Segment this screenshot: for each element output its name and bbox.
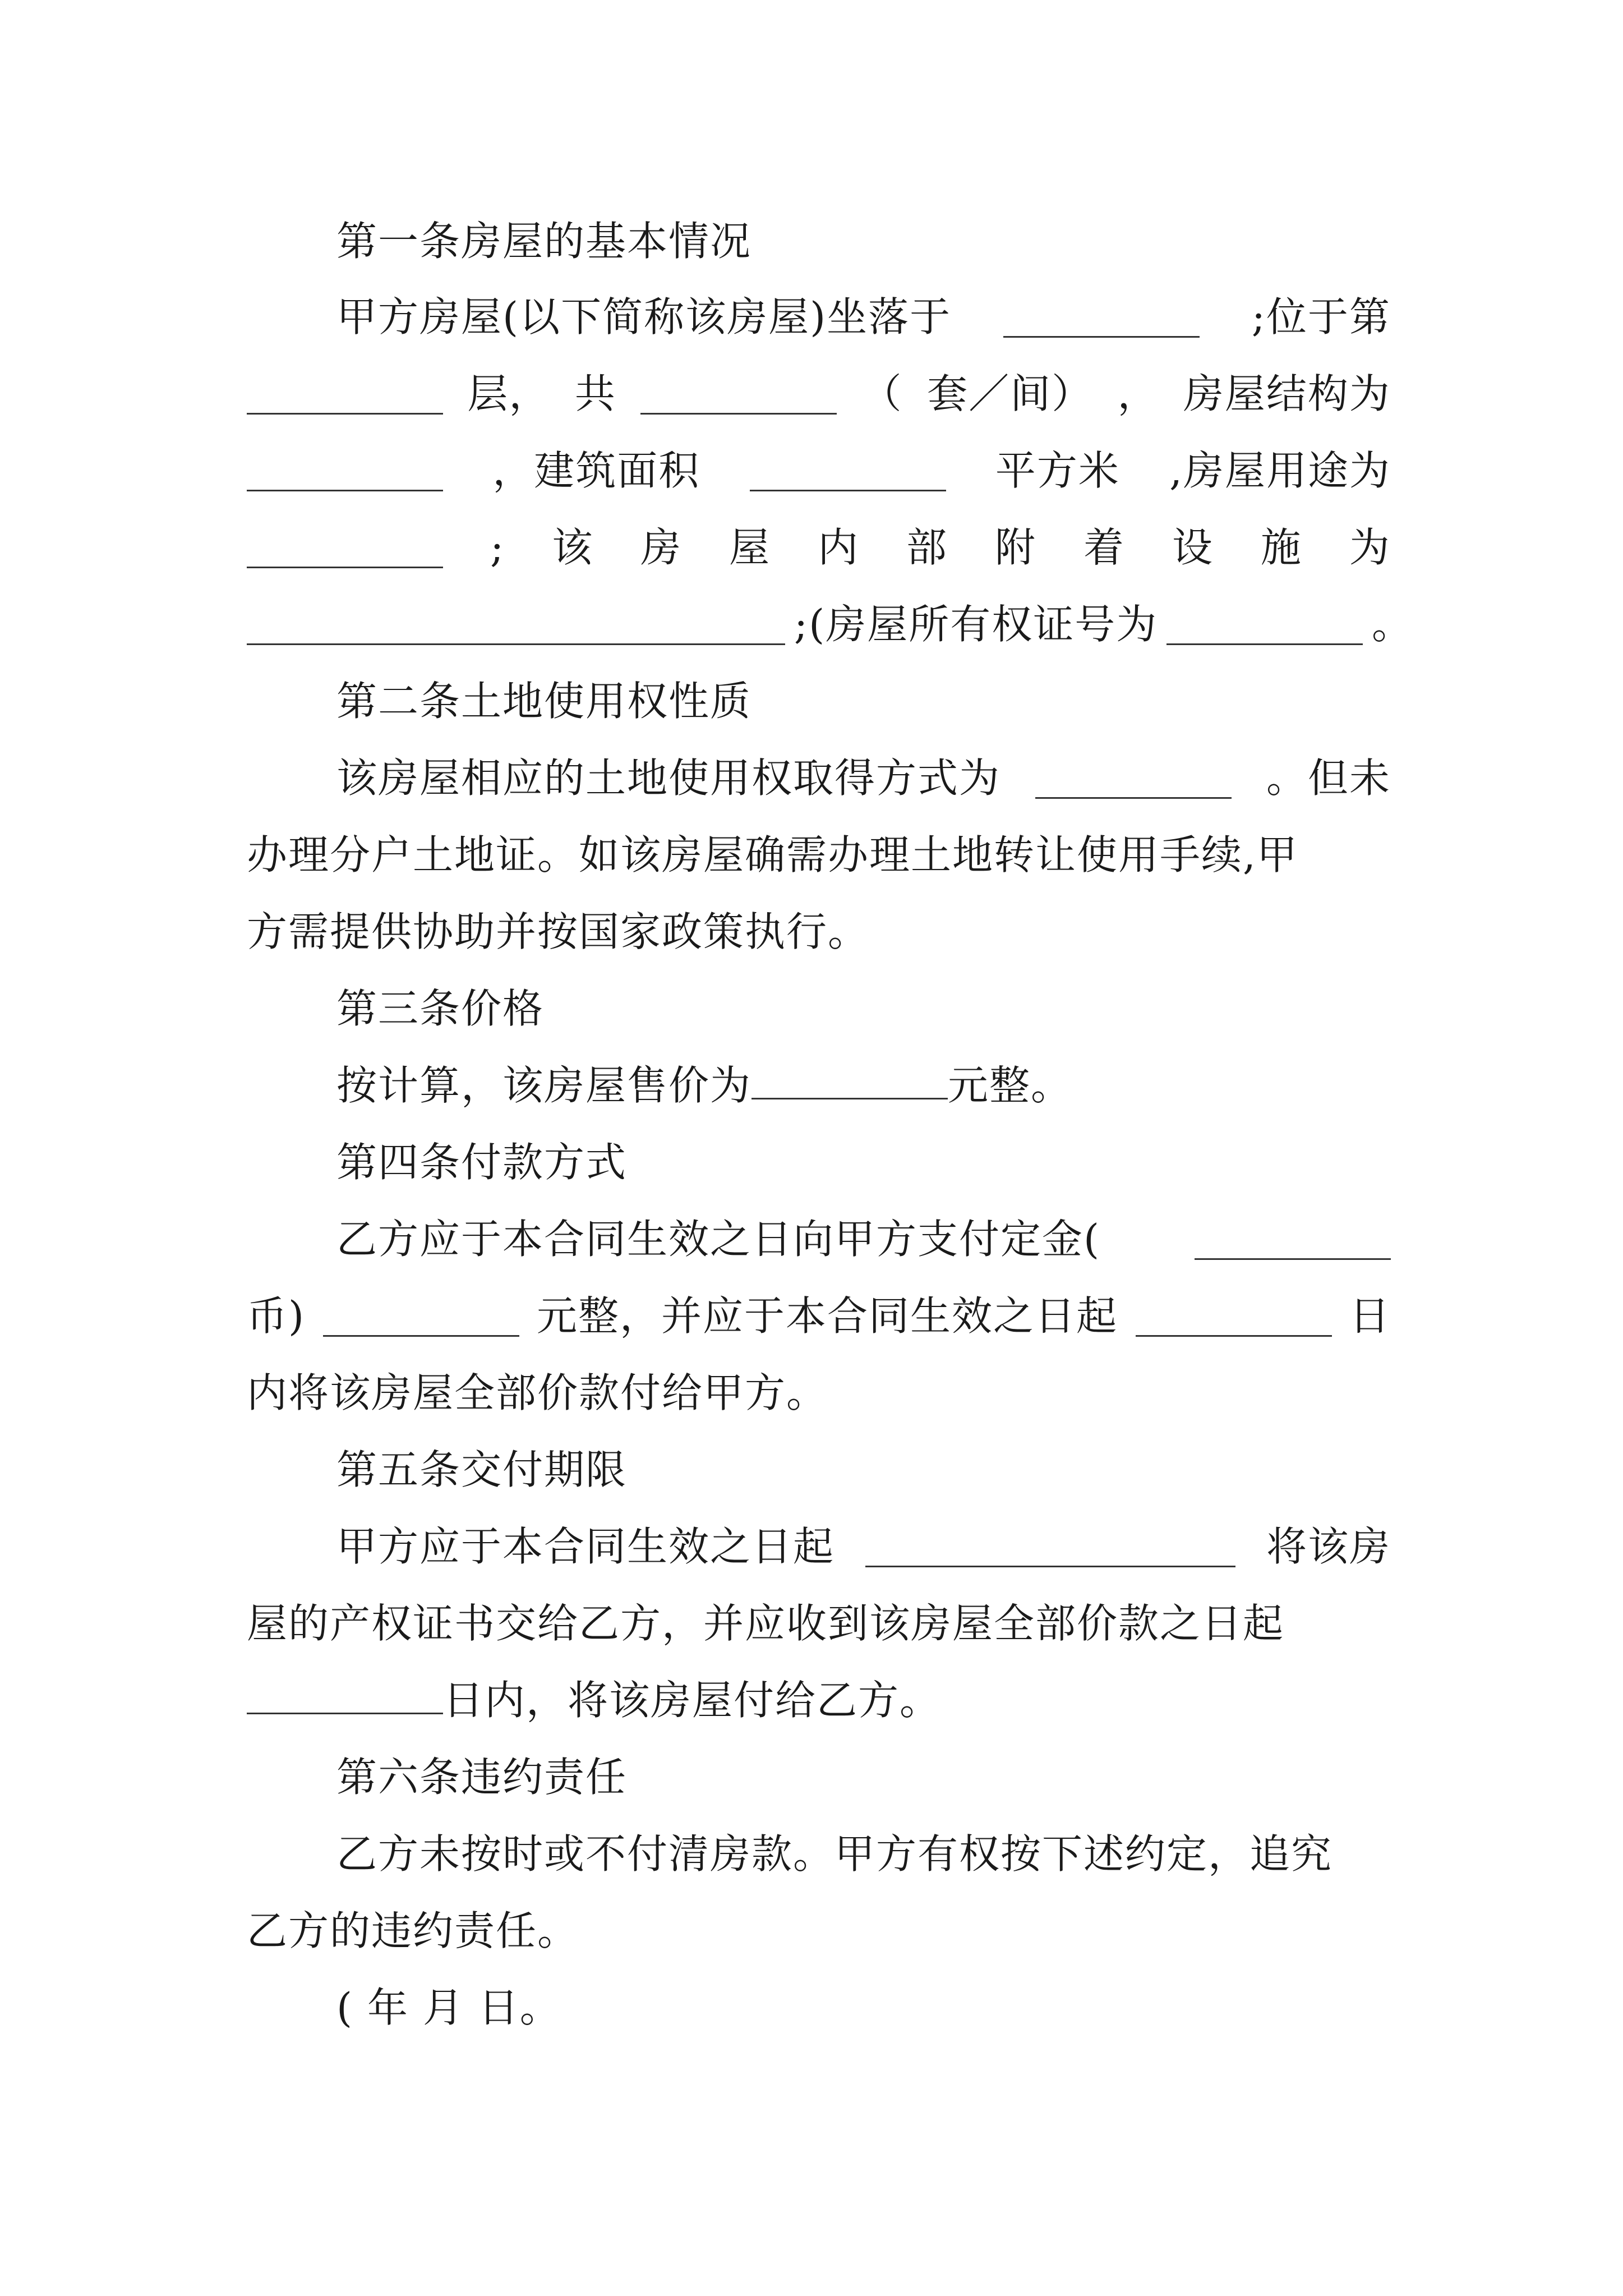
text: 内 (818, 524, 860, 571)
blank-usage[interactable] (247, 527, 443, 568)
text: ;位于第 (1251, 293, 1391, 341)
article-2-title: 第二条土地使用权性质 (336, 678, 752, 725)
text: （ (861, 370, 903, 417)
text: 着 (1083, 524, 1125, 571)
text: 甲方应于本合同生效之日起 (336, 1523, 835, 1570)
article-1-title: 第一条房屋的基本情况 (336, 218, 752, 265)
text: ; (490, 524, 505, 571)
article-1-line-5 (247, 593, 1413, 655)
text: 层， (467, 370, 551, 417)
blank-location[interactable] (1003, 297, 1200, 338)
blank-fixtures[interactable] (247, 604, 785, 645)
article-3-line-1 (336, 1055, 1391, 1116)
article-6-line-2: 乙方的违约责任。 (247, 1907, 579, 1954)
text: 。但未 (1266, 754, 1391, 802)
article-5-line-2: 屋的产权证书交给乙方，并应收到该房屋全部价款之日起 (247, 1600, 1285, 1647)
text: 甲方房屋(以下简称该房屋)坐落于 (336, 293, 952, 341)
text: ,房屋用途为 (1169, 447, 1391, 494)
blank-area[interactable] (750, 450, 946, 491)
article-2-line-2: 办理分户土地证。如该房屋确需办理土地转让使用手续,甲 (247, 831, 1298, 878)
blank-delivery-days[interactable] (247, 1673, 443, 1714)
text: 元整。 (948, 1062, 1073, 1109)
blank-land-method[interactable] (1035, 758, 1232, 799)
blank-structure[interactable] (247, 450, 443, 491)
text: ;(房屋所有权证号为 (794, 601, 1158, 648)
date-line: ( 年 月 日。 (336, 1984, 561, 2031)
text: 该 (552, 524, 594, 571)
article-4-line-3: 内将该房屋全部价款付给甲方。 (247, 1369, 828, 1416)
text: 。 (1371, 601, 1413, 648)
text: 币) (247, 1292, 306, 1340)
article-6-title: 第六条违约责任 (336, 1754, 628, 1801)
article-5-line-3 (247, 1669, 1391, 1731)
blank-total-floors[interactable] (640, 374, 837, 415)
blank-payment-days[interactable] (1136, 1296, 1332, 1337)
text: 按计算，该房屋售价为 (336, 1062, 752, 1109)
text: 乙方应于本合同生效之日向甲方支付定金( (336, 1216, 1101, 1263)
text: 施 (1260, 524, 1302, 571)
text: 屋 (729, 524, 771, 571)
text: 日 (1349, 1292, 1391, 1340)
blank-price[interactable] (751, 1059, 948, 1099)
text: 将该房 (1266, 1523, 1391, 1570)
text: 日内，将该房屋付给乙方。 (443, 1677, 942, 1724)
article-4-title: 第四条付款方式 (336, 1139, 628, 1186)
text: 套／间） (927, 370, 1094, 417)
article-1-line-3 (247, 440, 1391, 501)
text: ， (1117, 370, 1159, 417)
text: 该房屋相应的土地使用权取得方式为 (336, 754, 1001, 802)
text: 元整，并应于本合同生效之日起 (537, 1292, 1118, 1340)
text: 部 (906, 524, 948, 571)
article-1-line-1 (336, 286, 1391, 348)
text: ，建筑面积 (492, 447, 700, 494)
article-2-line-3: 方需提供协助并按国家政策执行。 (247, 908, 870, 955)
blank-currency[interactable] (1195, 1219, 1391, 1260)
article-2-line-1 (336, 747, 1391, 809)
article-1-line-4 (247, 517, 1391, 578)
text: 附 (995, 524, 1037, 571)
article-5-line-1 (336, 1516, 1391, 1577)
text: 房 (640, 524, 683, 571)
article-3-title: 第三条价格 (336, 985, 545, 1032)
blank-certificate-no[interactable] (1166, 604, 1363, 645)
text: 设 (1172, 524, 1214, 571)
blank-floor[interactable] (247, 374, 443, 415)
article-4-line-2 (247, 1285, 1391, 1347)
text: 共 (574, 370, 616, 417)
text: 房屋结构为 (1183, 370, 1391, 417)
article-4-line-1 (336, 1208, 1391, 1270)
blank-certificate-deadline[interactable] (865, 1526, 1235, 1567)
text: 为 (1349, 524, 1391, 571)
text: 平方米 (995, 447, 1120, 494)
blank-deposit[interactable] (323, 1296, 519, 1337)
article-6-line-1: 乙方未按时或不付清房款。甲方有权按下述约定，追究 (336, 1830, 1333, 1878)
article-1-line-2 (247, 363, 1391, 425)
article-5-title: 第五条交付期限 (336, 1446, 628, 1493)
